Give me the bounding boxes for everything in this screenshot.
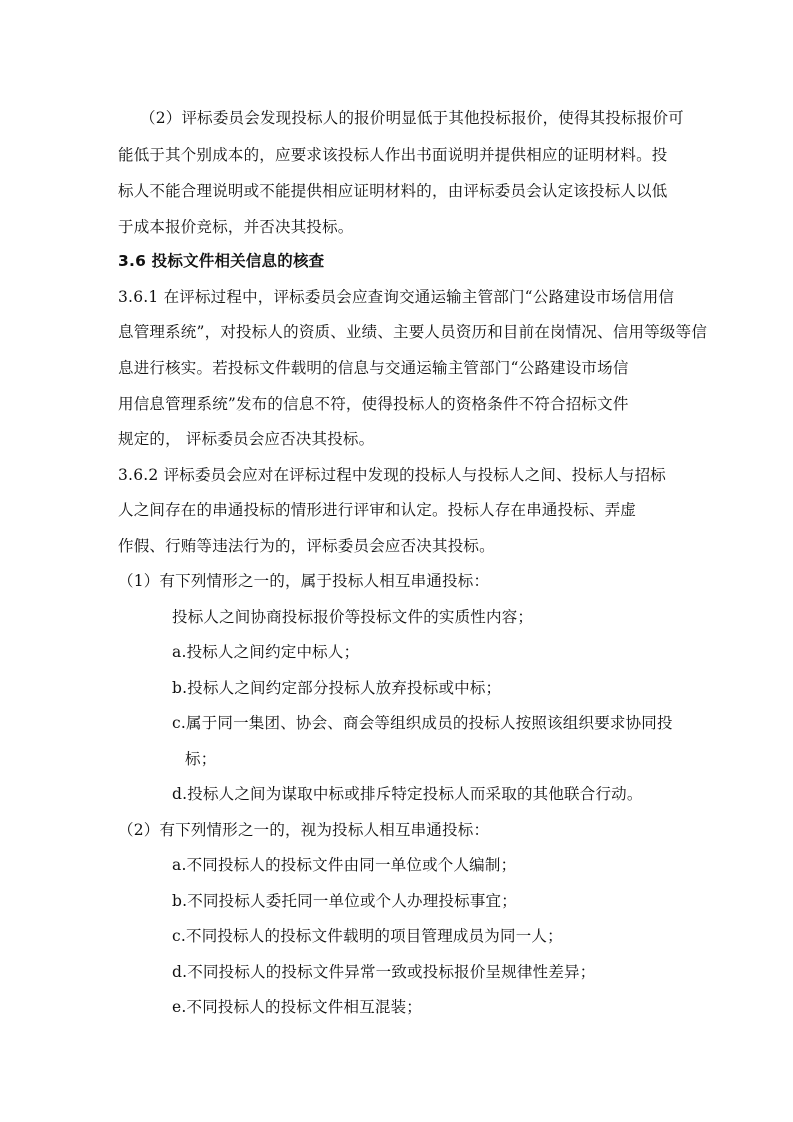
- paragraph-2-line-4: 于成本报价竞标，并否决其投标。: [118, 218, 354, 236]
- section-3-6-2-line-2: 人之间存在的串通投标的情形进行评审和认定。投标人存在串通投标、弄虚: [118, 501, 637, 519]
- list-2-title: （2）有下列情形之一的，视为投标人相互串通投标：: [118, 821, 490, 839]
- list-2-item-e: e.不同投标人的投标文件相互混装；: [172, 998, 423, 1016]
- paragraph-2-line-1: （2）评标委员会发现投标人的报价明显低于其他投标报价，使得其投标报价可: [140, 109, 684, 127]
- list-2-item-b: b.不同投标人委托同一单位或个人办理投标事宜；: [172, 892, 517, 910]
- section-3-6-1-line-1: 3.6.1 在评标过程中，评标委员会应查询交通运输主管部门“公路建设市场信用信: [118, 288, 675, 306]
- list-2-item-a: a.不同投标人的投标文件由同一单位或个人编制；: [172, 856, 517, 874]
- section-3-6-heading: 3.6 投标文件相关信息的核查: [118, 252, 325, 270]
- section-3-6-2-line-3: 作假、行贿等违法行为的，评标委员会应否决其投标。: [118, 537, 495, 555]
- section-3-6-2-line-1: 3.6.2 评标委员会应对在评标过程中发现的投标人与投标人之间、投标人与招标: [118, 466, 666, 484]
- list-1-item-c-line-2: 标；: [185, 750, 217, 768]
- list-1-item-a: a.投标人之间约定中标人；: [172, 643, 360, 661]
- list-1-item-b: b.投标人之间约定部分投标人放弃投标或中标；: [172, 679, 502, 697]
- list-1-item-c-line-1: c.属于同一集团、协会、商会等组织成员的投标人按照该组织要求协同投: [172, 714, 673, 732]
- list-1-intro: 投标人之间协商投标报价等投标文件的实质性内容；: [172, 608, 534, 626]
- list-2-item-c: c.不同投标人的投标文件载明的项目管理成员为同一人；: [172, 927, 563, 945]
- section-3-6-1-line-3: 息进行核实。若投标文件载明的信息与交通运输主管部门“公路建设市场信: [118, 359, 629, 377]
- paragraph-2-line-2: 能低于其个别成本的，应要求该投标人作出书面说明并提供相应的证明材料。投: [118, 146, 668, 164]
- section-3-6-1-line-2: 息管理系统”，对投标人的资质、业绩、主要人员资历和目前在岗情况、信用等级等信: [118, 323, 708, 341]
- list-1-item-d: d.投标人之间为谋取中标或排斥特定投标人而采取的其他联合行动。: [172, 785, 643, 803]
- list-2-item-d: d.不同投标人的投标文件异常一致或投标报价呈规律性差异；: [172, 963, 596, 981]
- section-3-6-1-line-5: 规定的， 评标委员会应否决其投标。: [118, 430, 375, 448]
- section-3-6-1-line-4: 用信息管理系统”发布的信息不符，使得投标人的资格条件不符合招标文件: [118, 395, 629, 413]
- list-1-title: （1）有下列情形之一的，属于投标人相互串通投标：: [118, 572, 490, 590]
- paragraph-2-line-3: 标人不能合理说明或不能提供相应证明材料的，由评标委员会认定该投标人以低: [118, 182, 668, 200]
